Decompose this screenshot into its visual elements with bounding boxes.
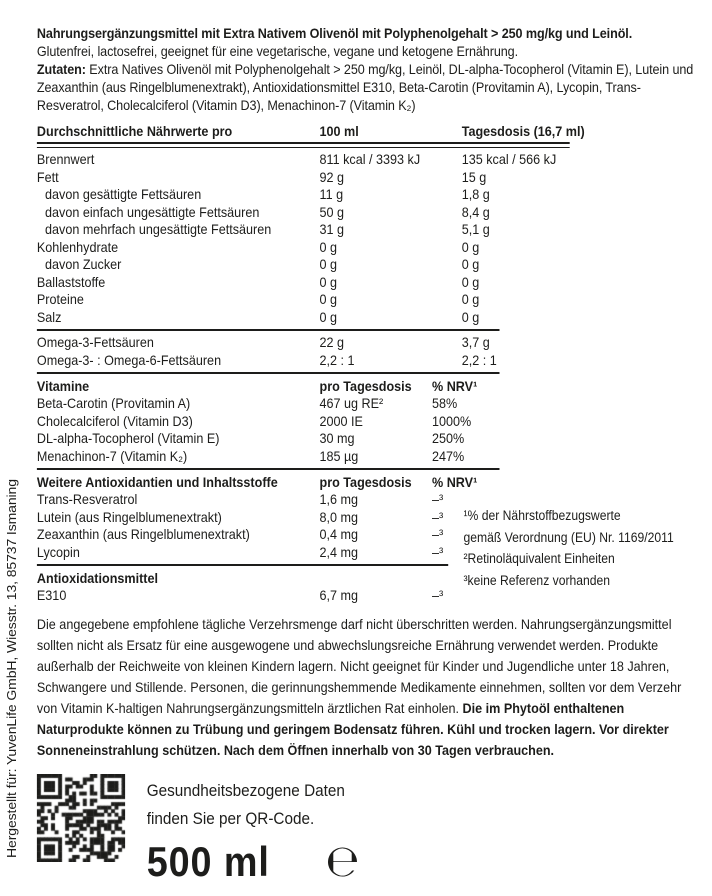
header-per-dose: pro Tagesdosis (319, 378, 412, 394)
ingredients-text: Extra Natives Olivenöl mit Polyphenolgehalt > 250 mg/kg, Leinöl, DL-alpha-Tocopherol (Vitamin E), Lutein und Zeaxanthin (aus Ringelblumenextrakt), Antioxidationsmittel E310, Beta-Carotin (Provitamin A), Lycopin, Trans-Resveratrol, Cholecalciferol (Vitamin D3), Menachinon-7 (Vitamin K₂) (36, 61, 694, 113)
row-value-100ml: 50 g (319, 203, 345, 220)
row-value-100ml: 0 g (319, 273, 338, 290)
footnote-1-line2: gemäß Verordnung (EU) Nr. 1169/2011 (463, 529, 674, 545)
footnotes-block (464, 505, 712, 591)
table-row (37, 291, 699, 309)
row-label: davon gesättigte Fettsäuren (45, 186, 202, 202)
row-dose: 6,7 mg (319, 587, 359, 603)
header-nrv: % NRV¹ (432, 474, 478, 490)
row-label: DL-alpha-Tocopherol (Vitamin E) (36, 430, 220, 446)
row-dose: 467 ug RE² (319, 395, 384, 411)
table-row (37, 395, 699, 413)
vitamins-table (37, 377, 699, 470)
table-row (37, 151, 699, 169)
table-row (37, 448, 699, 466)
section-rule (37, 564, 448, 566)
row-value-dose: 0 g (461, 291, 480, 307)
table-row (37, 352, 699, 370)
table-row (37, 274, 699, 292)
row-dose: 8,0 mg (319, 508, 359, 525)
warning-normal: Die angegebene empfohlene tägliche Verzehrsmenge darf nicht überschritten werden. Nahrungsergänzungsmittel sollten nicht als Ersatz für eine ausgewogene und abwechslungsreiche Ernährung verwendet werden. Produkte außerhalb der Reichweite von kleinen Kindern lagern. Nicht geeignet für Kinder und Jugendliche unter 18 Jahren, Schwangere und Stillende. Personen, die gerinnungshemmende Medikamente einnehmen, sollten vor dem Verzehr von Vitamin K-haltigen Nahrungsergänzungsmitteln ärztlichen Rat einholen. (36, 615, 682, 716)
row-label: Kohlenhydrate (36, 238, 119, 255)
row-value-dose: 0 g (461, 238, 480, 255)
qr-section (37, 774, 699, 887)
row-dose: 1,6 mg (319, 491, 359, 507)
table-row (37, 186, 699, 204)
row-value-100ml: 0 g (319, 256, 338, 272)
row-nrv: 247% (432, 447, 465, 464)
row-value-100ml: 2,2 : 1 (319, 351, 355, 368)
row-label: Salz (36, 308, 62, 325)
row-label: Lutein (aus Ringelblumenextrakt) (36, 508, 222, 525)
qr-caption-line1: Gesundheitsbezogene Daten (146, 780, 345, 800)
vitamins-table-header (37, 377, 699, 395)
row-value-dose: 0 g (461, 308, 480, 325)
row-value-dose: 8,4 g (461, 203, 490, 220)
row-dose: 0,4 mg (319, 526, 359, 542)
row-label: davon Zucker (45, 256, 122, 272)
ingredients-paragraph (37, 60, 699, 114)
row-value-100ml: 31 g (319, 221, 345, 237)
nutrition-table-header (37, 122, 699, 140)
row-dose: 185 µg (319, 447, 359, 464)
row-value-100ml: 811 kcal / 3393 kJ (319, 151, 421, 167)
row-value-100ml: 22 g (319, 334, 345, 350)
row-dose: 2000 IE (319, 412, 363, 429)
section-rule (37, 468, 500, 470)
row-label: Omega-3-Fettsäuren (36, 334, 154, 350)
header-per-100ml: 100 ml (319, 123, 359, 139)
nutrition-table (37, 122, 699, 374)
row-value-dose: 2,2 : 1 (461, 351, 497, 368)
header-spacer (320, 569, 433, 587)
header-antioxidants: Weitere Antioxidantien und Inhaltsstoffe (36, 474, 278, 490)
row-nrv: 1000% (432, 412, 472, 429)
row-label: davon mehrfach ungesättigte Fettsäuren (45, 221, 272, 237)
ingredients-label: Zutaten: (36, 61, 86, 77)
row-value-100ml: 0 g (319, 238, 338, 255)
table-row (37, 204, 699, 222)
row-value-dose: 15 g (461, 168, 487, 185)
omega-rows (37, 334, 699, 369)
row-value-dose: 5,1 g (461, 221, 490, 237)
table-row (37, 239, 699, 257)
product-description: Nahrungsergänzungsmittel mit Extra Nativem Olivenöl mit Polyphenolgehalt > 250 mg/kg und Leinöl. (36, 25, 633, 41)
estimated-symbol-icon: ℮ (325, 835, 360, 887)
row-value-dose: 0 g (461, 256, 480, 272)
table-row (37, 430, 699, 448)
volume-row (147, 836, 360, 887)
row-value-100ml: 92 g (319, 168, 345, 185)
double-rule (37, 142, 570, 148)
row-dose: 30 mg (319, 430, 355, 446)
dietary-suitability: Glutenfrei, lactosefrei, geeignet für eine vegetarische, vegane und ketogene Ernährung. (36, 43, 518, 59)
header-nutrients: Durchschnittliche Nährwerte pro (36, 123, 233, 139)
row-nrv: –³ (432, 587, 444, 603)
row-nrv: 250% (432, 430, 465, 446)
table-row (37, 413, 699, 431)
volume-label: 500 ml (146, 837, 270, 885)
row-label: Brennwert (36, 151, 95, 167)
table-row (37, 256, 699, 274)
antioxidants-table-header (37, 473, 699, 491)
row-label: Zeaxanthin (aus Ringelblumenextrakt) (36, 526, 250, 542)
row-label: Fett (36, 168, 59, 185)
row-dose: 2,4 mg (319, 543, 359, 560)
row-value-dose: 0 g (461, 273, 480, 290)
row-label: Omega-3- : Omega-6-Fettsäuren (36, 351, 222, 368)
warning-text (37, 614, 699, 761)
header-additive: Antioxidationsmittel (36, 570, 159, 586)
header-daily-dose: Tagesdosis (16,7 ml) (461, 123, 585, 139)
row-value-100ml: 11 g (319, 186, 344, 202)
row-nrv: –³ (432, 508, 444, 525)
vitamin-rows (37, 395, 699, 465)
footnote-1-line1: ¹% der Nährstoffbezugswerte (463, 508, 621, 523)
row-label: Menachinon-7 (Vitamin K₂) (36, 447, 188, 464)
table-row (37, 309, 699, 327)
section-rule (37, 372, 500, 374)
warning-bold: Die im Phytoöl enthaltenen Naturprodukte können zu Trübung und geringem Bodensatz führen. Kühl und trocken lagern. Vor direkter Sonneneinstrahlung schützen. Nach dem Öffnen innerhalb von 30 Tagen verbrauchen. (36, 699, 669, 758)
row-label: Beta-Carotin (Provitamin A) (36, 395, 191, 411)
row-value-dose: 3,7 g (461, 334, 490, 350)
header-per-dose: pro Tagesdosis (319, 474, 412, 490)
row-value-dose: 135 kcal / 566 kJ (461, 151, 557, 167)
table-row (37, 221, 699, 239)
footnote-3: ³keine Referenz vorhanden (463, 572, 611, 588)
manufacturer-side-text: Hergestellt für: YuvenLife GmbH, Wiesstr. 13, 85737 Ismaning (4, 479, 19, 858)
header-vitamins: Vitamine (36, 378, 90, 394)
qr-caption-block (147, 774, 360, 887)
row-nrv: –³ (432, 526, 444, 542)
qr-caption-line2: finden Sie per QR-Code. (146, 808, 315, 828)
row-value-dose: 1,8 g (461, 186, 490, 202)
row-value-100ml: 0 g (319, 308, 338, 325)
section-rule (37, 329, 500, 331)
row-label: Ballaststoffe (36, 273, 106, 290)
table-row (37, 169, 699, 187)
row-label: Cholecalciferol (Vitamin D3) (36, 412, 193, 429)
table-row (37, 334, 699, 352)
qr-code (37, 774, 125, 862)
row-label: davon einfach ungesättigte Fettsäuren (45, 203, 260, 220)
row-value-100ml: 0 g (319, 291, 338, 307)
row-label: Trans-Resveratrol (36, 491, 138, 507)
row-label: Proteine (36, 291, 84, 307)
nutrition-rows (37, 151, 699, 326)
header-nrv: % NRV¹ (432, 378, 478, 394)
row-nrv: –³ (432, 491, 444, 507)
row-label: E310 (36, 587, 67, 603)
row-nrv: –³ (432, 543, 444, 560)
row-label: Lycopin (36, 543, 80, 560)
footnote-2: ²Retinoläquivalent Einheiten (463, 551, 615, 566)
row-nrv: 58% (432, 395, 458, 411)
